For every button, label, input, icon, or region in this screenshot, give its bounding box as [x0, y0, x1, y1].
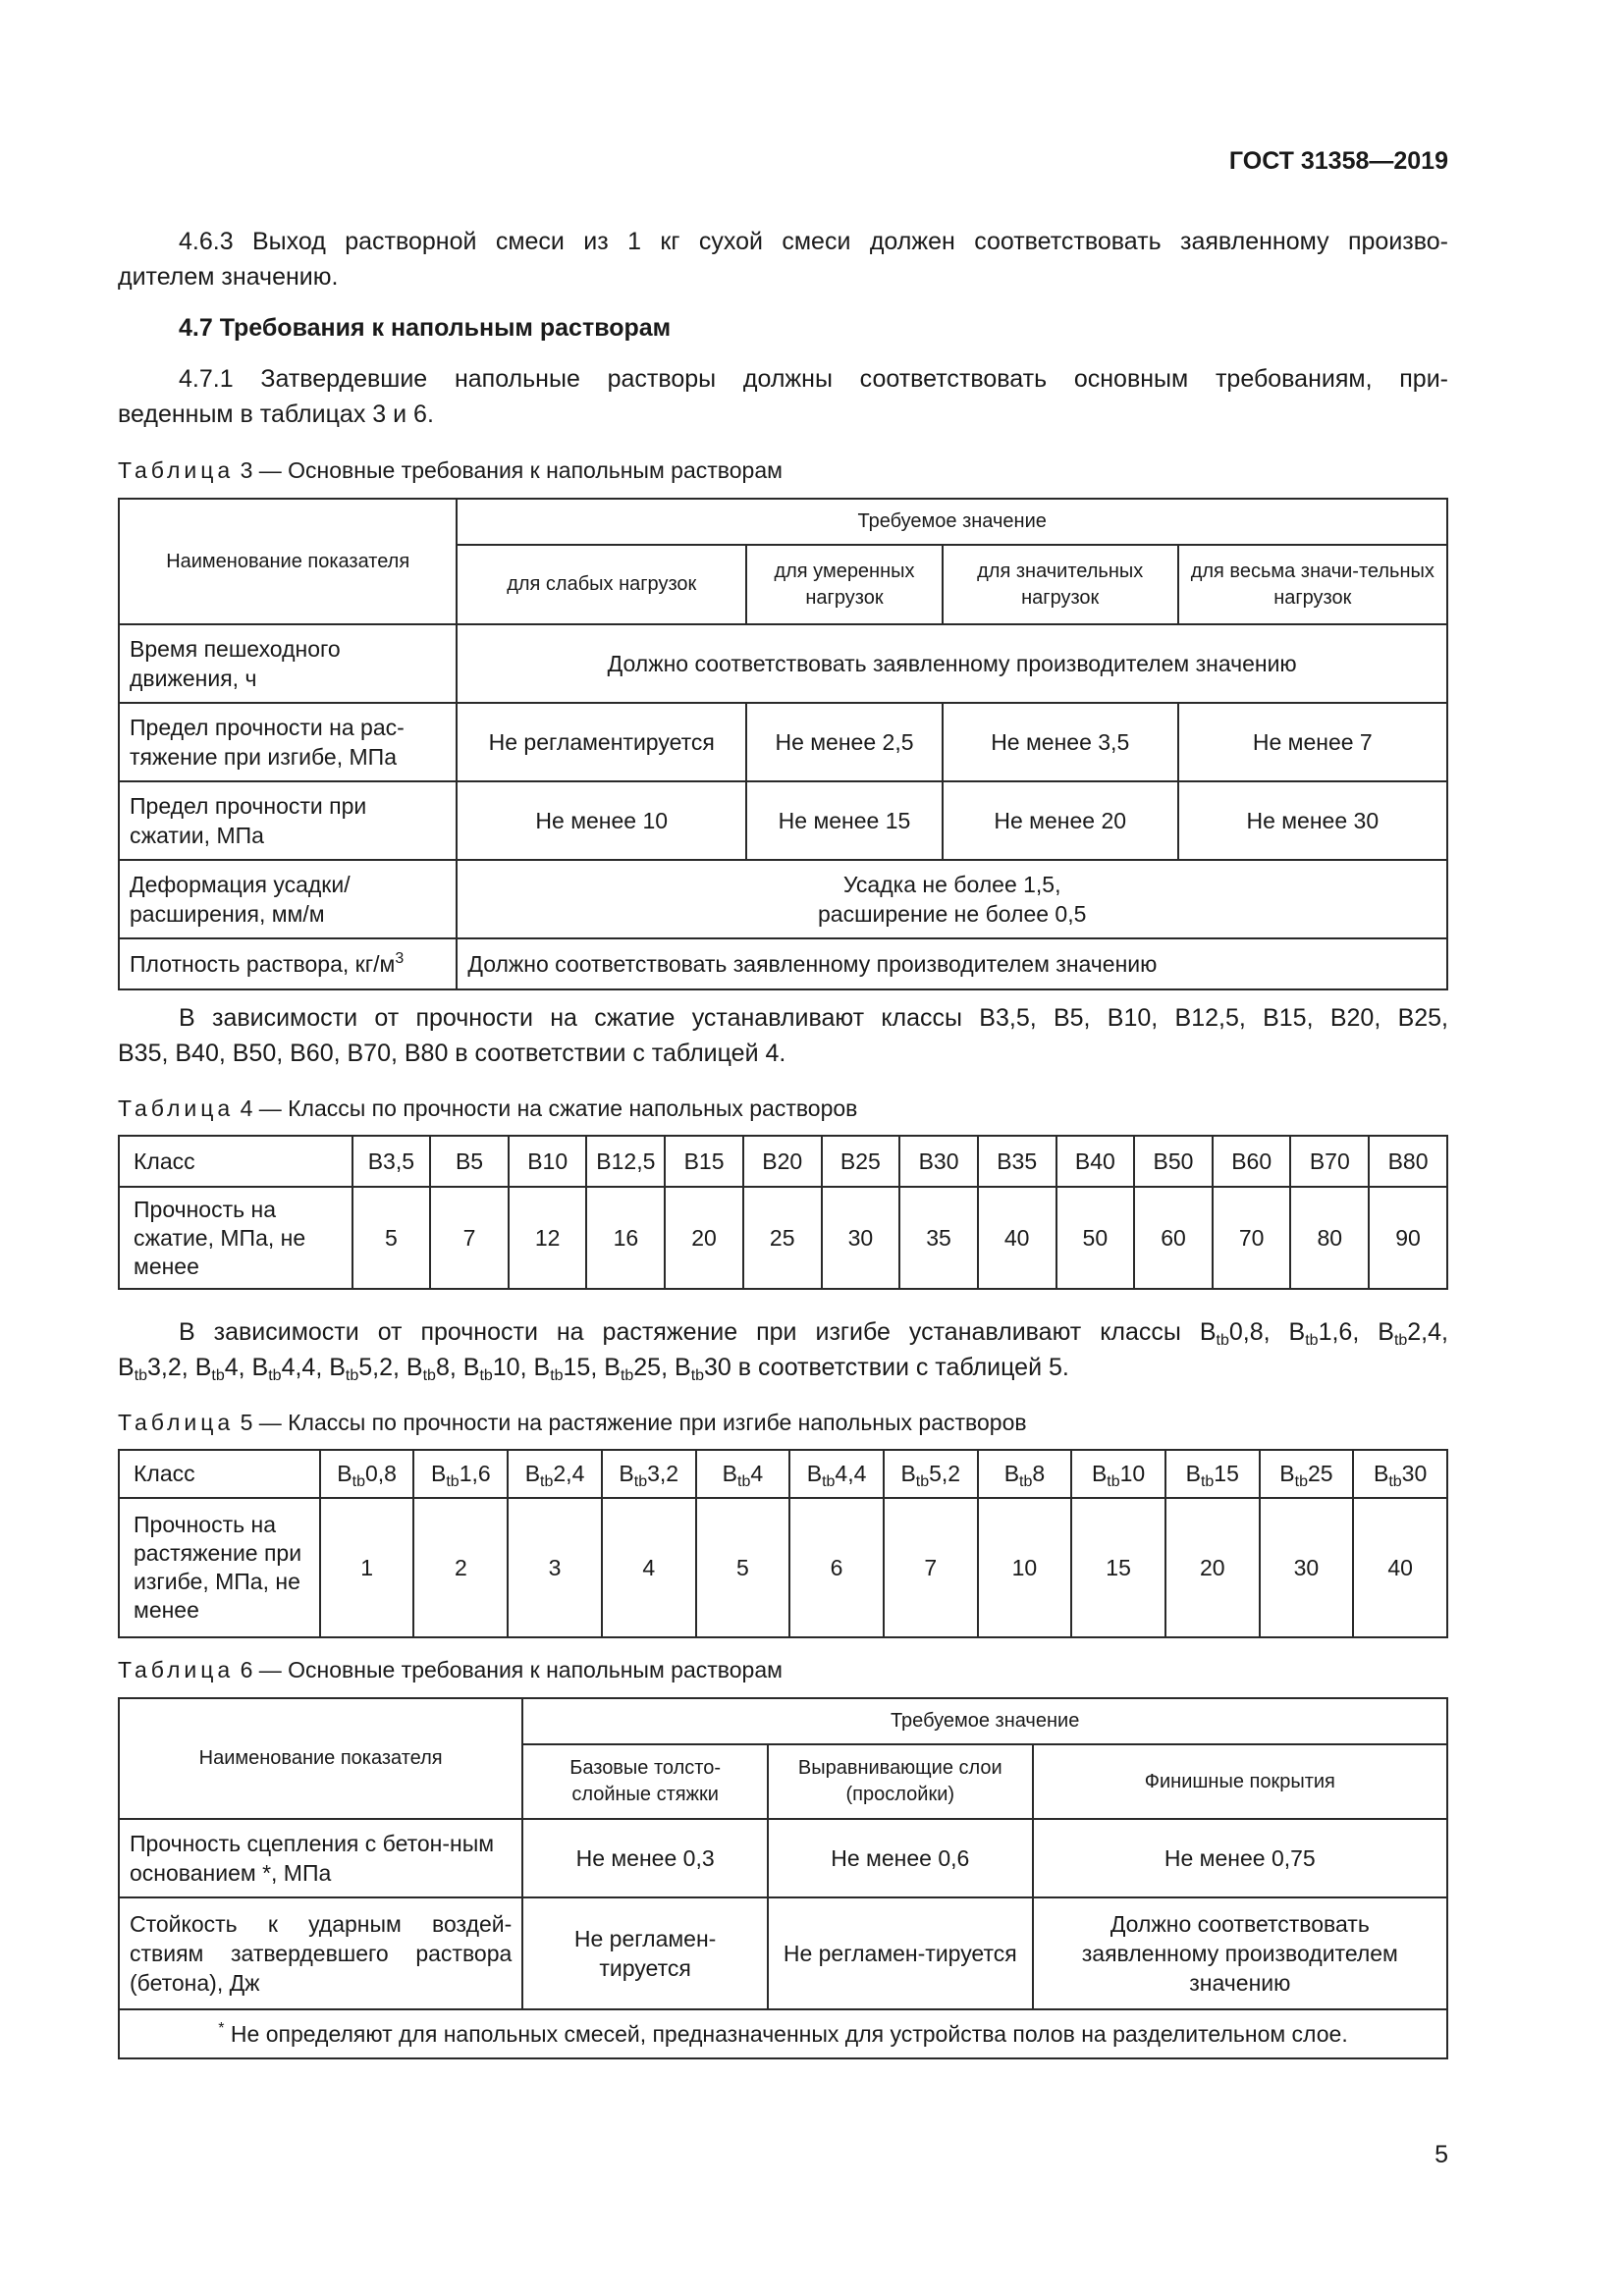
value-cell: 6: [789, 1498, 884, 1637]
class-cell: В15: [665, 1136, 743, 1187]
table-3-caption: [118, 457, 783, 484]
header-required-value: Требуемое значение: [522, 1698, 1447, 1744]
class-letter: B: [337, 1461, 352, 1486]
class-cell: [1165, 1450, 1260, 1498]
superscript: 3: [395, 950, 405, 967]
class-subscript: tb: [211, 1367, 225, 1384]
value-cell: 20: [665, 1187, 743, 1289]
caption-text: 4 — Классы по прочности на сжатие напольных растворов: [234, 1095, 858, 1121]
paragraph-classes-compression: [118, 1000, 1448, 1071]
class-letter: B: [1279, 1461, 1295, 1486]
paragraph-line: В35, В40, В50, В60, В70, В80 в соответствии с таблицей 4.: [118, 1040, 786, 1067]
class-letter: B: [431, 1461, 447, 1486]
class-cell: В12,5: [586, 1136, 665, 1187]
class-letter: B: [524, 1461, 541, 1486]
value-cell: 15: [1071, 1498, 1165, 1637]
section-heading-4-7: 4.7 Требования к напольным растворам: [179, 314, 672, 342]
value-cell: 80: [1290, 1187, 1369, 1289]
row-label-text: Плотность раствора, кг/м: [130, 951, 396, 977]
paragraph-line: [118, 1350, 1448, 1385]
table-cell: Должно соответствовать заявленному производителем значению: [1033, 1897, 1447, 2009]
class-cell: [1353, 1450, 1447, 1498]
caption-text: 5 — Классы по прочности на растяжение при изгибе напольных растворов: [234, 1410, 1027, 1435]
class-letter: B: [462, 1354, 480, 1381]
table-5-caption: [118, 1410, 1027, 1436]
class-value: 4: [750, 1461, 764, 1486]
value-cell: 50: [1056, 1187, 1135, 1289]
class-cell: [508, 1450, 602, 1498]
caption-text: 6 — Основные требования к напольным растворам: [234, 1657, 783, 1682]
class-cell: [602, 1450, 696, 1498]
value-cell: 60: [1134, 1187, 1213, 1289]
table-cell: Не менее 0,3: [522, 1819, 768, 1897]
value-cell: 7: [884, 1498, 978, 1637]
class-letter: B: [1378, 1318, 1394, 1346]
row-label: Время пешеходного движения, ч: [119, 624, 457, 703]
class-subscript: tb: [479, 1367, 493, 1384]
class-letter: B: [604, 1354, 621, 1381]
class-value: 8,: [435, 1354, 457, 1381]
column-header: Выравнивающие слои (прослойки): [768, 1744, 1033, 1819]
cell-line: расширение не более 0,5: [817, 901, 1087, 927]
class-cell: В50: [1134, 1136, 1213, 1187]
class-cell: [978, 1450, 1072, 1498]
class-cell: [789, 1450, 884, 1498]
row-label: Прочность на сжатие, МПа, не менее: [119, 1187, 352, 1289]
class-value: 30: [704, 1354, 731, 1381]
class-value: 25: [1307, 1461, 1333, 1486]
row-label: Деформация усадки/ расширения, мм/м: [119, 860, 457, 938]
class-letter: B: [1373, 1461, 1389, 1486]
table-cell: Не менее 7: [1178, 703, 1447, 781]
caption-word: Таблица: [118, 1410, 235, 1435]
class-letter: B: [118, 1354, 135, 1381]
caption-text: 3 — Основные требования к напольным растворам: [234, 457, 783, 483]
standard-designation: ГОСТ 31358—2019: [1228, 147, 1448, 175]
class-subscript: tb: [345, 1367, 359, 1384]
value-cell: 30: [1260, 1498, 1354, 1637]
value-cell: 40: [1353, 1498, 1447, 1637]
table-cell: Не регламентируется: [457, 703, 746, 781]
row-label: Прочность на растяжение при изгибе, МПа, не менее: [119, 1498, 320, 1637]
class-value: 4,4: [835, 1461, 867, 1486]
paragraph-line: веденным в таблицах 3 и 6.: [118, 400, 434, 428]
caption-word: Таблица: [118, 1095, 235, 1121]
class-subscript: tb: [134, 1367, 148, 1384]
table-cell: Должно соответствовать заявленному производителем значению: [457, 624, 1447, 703]
class-subscript: tb: [550, 1367, 564, 1384]
class-cell: В40: [1056, 1136, 1135, 1187]
column-header: для значительных нагрузок: [943, 545, 1178, 624]
value-cell: 10: [978, 1498, 1072, 1637]
class-letter: B: [1091, 1461, 1108, 1486]
class-cell: В80: [1369, 1136, 1447, 1187]
table-cell: Не менее 0,75: [1033, 1819, 1447, 1897]
class-subscript: tb: [446, 1473, 460, 1490]
class-value: 25,: [633, 1354, 669, 1381]
paragraph-classes-bending: [118, 1314, 1448, 1385]
value-cell: 25: [743, 1187, 822, 1289]
class-subscript: tb: [915, 1473, 930, 1490]
table-3: [118, 498, 1448, 990]
paragraph-line: 4.7.1 Затвердевшие напольные растворы должны соответствовать основным требованиям, при-: [179, 365, 1448, 393]
column-header: Финишные покрытия: [1033, 1744, 1447, 1819]
value-cell: 7: [430, 1187, 509, 1289]
header-indicator-name: Наименование показателя: [119, 499, 457, 624]
class-subscript: tb: [268, 1367, 282, 1384]
class-subscript: tb: [422, 1367, 436, 1384]
class-letter: B: [194, 1354, 212, 1381]
table-cell: Не менее 15: [746, 781, 943, 860]
class-value: 30: [1401, 1461, 1428, 1486]
table-cell: Не менее 2,5: [746, 703, 943, 781]
table-cell: [457, 860, 1447, 938]
value-cell: 30: [822, 1187, 900, 1289]
class-letter: B: [722, 1461, 737, 1486]
class-cell: В70: [1290, 1136, 1369, 1187]
value-cell: 70: [1213, 1187, 1291, 1289]
row-label: Класс: [119, 1450, 320, 1498]
header-indicator-name: Наименование показателя: [119, 1698, 522, 1819]
class-value: 4,4,: [281, 1354, 323, 1381]
class-cell: В25: [822, 1136, 900, 1187]
class-value: 1,6,: [1318, 1318, 1360, 1346]
column-header: для умеренных нагрузок: [746, 545, 943, 624]
footnote-mark: *: [218, 2020, 225, 2037]
paragraph-4-6-3: [118, 224, 1448, 294]
value-cell: 5: [352, 1187, 431, 1289]
class-letter: B: [675, 1354, 691, 1381]
class-subscript: tb: [1216, 1332, 1229, 1349]
class-cell: В20: [743, 1136, 822, 1187]
table-4-caption: [118, 1095, 857, 1122]
class-subscript: tb: [352, 1473, 365, 1490]
paragraph-line: В зависимости от прочности на сжатие устанавливают классы В3,5, В5, В10, В12,5, В15, В20, В25,: [179, 1004, 1448, 1032]
value-cell: 1: [320, 1498, 414, 1637]
column-header: для весьма значи-тельных нагрузок: [1178, 545, 1447, 624]
class-cell: [884, 1450, 978, 1498]
table-cell: Не менее 10: [457, 781, 746, 860]
class-value: 15: [1214, 1461, 1239, 1486]
class-subscript: tb: [1393, 1332, 1408, 1349]
class-subscript: tb: [1019, 1473, 1033, 1490]
caption-word: Таблица: [118, 1657, 235, 1682]
table-cell: Не менее 0,6: [768, 1819, 1033, 1897]
class-value: 5,2,: [358, 1354, 400, 1381]
table-cell: Не регламен-тируется: [768, 1897, 1033, 2009]
class-cell: В5: [430, 1136, 509, 1187]
class-subscript: tb: [822, 1473, 836, 1490]
paragraph-4-7-1: [118, 361, 1448, 432]
footnote-text: Не определяют для напольных смесей, предназначенных для устройства полов на разделительном слое.: [224, 2021, 1348, 2047]
value-cell: 3: [508, 1498, 602, 1637]
class-cell: [1071, 1450, 1165, 1498]
row-label: Прочность сцепления с бетон-ным основанием *, МПа: [119, 1819, 522, 1897]
value-cell: 5: [696, 1498, 790, 1637]
class-value: 0,8,: [1228, 1318, 1271, 1346]
row-label: Стойкость к ударным воздей-ствиям затвердевшего раствора (бетона), Дж: [119, 1897, 522, 2009]
class-letter: B: [1288, 1318, 1306, 1346]
caption-word: Таблица: [118, 457, 235, 483]
class-letter: B: [406, 1354, 423, 1381]
column-header: для слабых нагрузок: [457, 545, 746, 624]
class-cell: В30: [899, 1136, 978, 1187]
class-value: 3,2,: [147, 1354, 189, 1381]
table-cell: Не менее 20: [943, 781, 1178, 860]
class-subscript: tb: [1305, 1332, 1319, 1349]
class-letter: B: [251, 1354, 269, 1381]
row-label: Предел прочности на рас-тяжение при изгибе, МПа: [119, 703, 457, 781]
class-cell: В35: [978, 1136, 1056, 1187]
paragraph-text: в соответствии с таблицей 5.: [731, 1354, 1069, 1381]
class-value: 10,: [492, 1354, 527, 1381]
cell-line: Усадка не более 1,5,: [842, 872, 1061, 897]
paragraph-line: 4.6.3 Выход растворной смеси из 1 кг сухой смеси должен соответствовать заявленному произво-: [179, 228, 1448, 255]
class-value: 3,2: [647, 1461, 679, 1486]
row-label: Предел прочности при сжатии, МПа: [119, 781, 457, 860]
row-label: [119, 938, 457, 989]
value-cell: 90: [1369, 1187, 1447, 1289]
class-cell: В3,5: [352, 1136, 431, 1187]
class-subscript: tb: [633, 1473, 648, 1490]
value-cell: 12: [509, 1187, 587, 1289]
table-footnote: [119, 2009, 1447, 2058]
table-5: [118, 1449, 1448, 1638]
class-value: 1,6: [459, 1461, 491, 1486]
class-cell: [320, 1450, 414, 1498]
table-cell: Должно соответствовать заявленному производителем значению: [457, 938, 1447, 989]
class-subscript: tb: [540, 1473, 554, 1490]
paragraph-text: В зависимости от прочности на растяжение при изгибе устанавливают классы: [179, 1318, 1200, 1346]
class-value: 15,: [563, 1354, 598, 1381]
class-subscript: tb: [690, 1367, 705, 1384]
class-cell: [696, 1450, 790, 1498]
table-6: [118, 1697, 1448, 2059]
page-number: 5: [1435, 2141, 1448, 2168]
class-subscript: tb: [1200, 1473, 1215, 1490]
table-cell: Не менее 3,5: [943, 703, 1178, 781]
class-value: 2,4: [553, 1461, 585, 1486]
class-subscript: tb: [1107, 1473, 1120, 1490]
class-letter: B: [329, 1354, 346, 1381]
value-cell: 20: [1165, 1498, 1260, 1637]
value-cell: 35: [899, 1187, 978, 1289]
table-cell: Не регламен-тируется: [522, 1897, 768, 2009]
paragraph-line: дителем значению.: [118, 263, 339, 291]
class-cell: [413, 1450, 508, 1498]
row-label: Класс: [119, 1136, 352, 1187]
class-value: 8: [1032, 1461, 1046, 1486]
class-letter: B: [533, 1354, 551, 1381]
class-subscript: tb: [737, 1473, 751, 1490]
class-letter: B: [1003, 1461, 1020, 1486]
value-cell: 40: [978, 1187, 1056, 1289]
value-cell: 4: [602, 1498, 696, 1637]
class-subscript: tb: [1388, 1473, 1402, 1490]
class-letter: B: [1199, 1318, 1217, 1346]
header-required-value: Требуемое значение: [457, 499, 1447, 545]
table-cell: Не менее 30: [1178, 781, 1447, 860]
class-letter: B: [619, 1461, 634, 1486]
class-value: 0,8: [364, 1461, 397, 1486]
class-subscript: tb: [1294, 1473, 1308, 1490]
class-value: 5,2: [929, 1461, 961, 1486]
class-cell: [1260, 1450, 1354, 1498]
class-letter: B: [1185, 1461, 1201, 1486]
value-cell: 16: [586, 1187, 665, 1289]
class-subscript: tb: [620, 1367, 634, 1384]
class-value: 2,4,: [1407, 1318, 1448, 1346]
column-header: Базовые толсто-слойные стяжки: [522, 1744, 768, 1819]
class-value: 4,: [224, 1354, 245, 1381]
table-6-caption: [118, 1657, 783, 1683]
class-value: 10: [1119, 1461, 1146, 1486]
paragraph-line: [118, 1314, 1448, 1350]
class-letter: B: [900, 1461, 916, 1486]
class-cell: В60: [1213, 1136, 1291, 1187]
value-cell: 2: [413, 1498, 508, 1637]
class-letter: B: [806, 1461, 823, 1486]
table-4: [118, 1135, 1448, 1290]
class-cell: В10: [509, 1136, 587, 1187]
